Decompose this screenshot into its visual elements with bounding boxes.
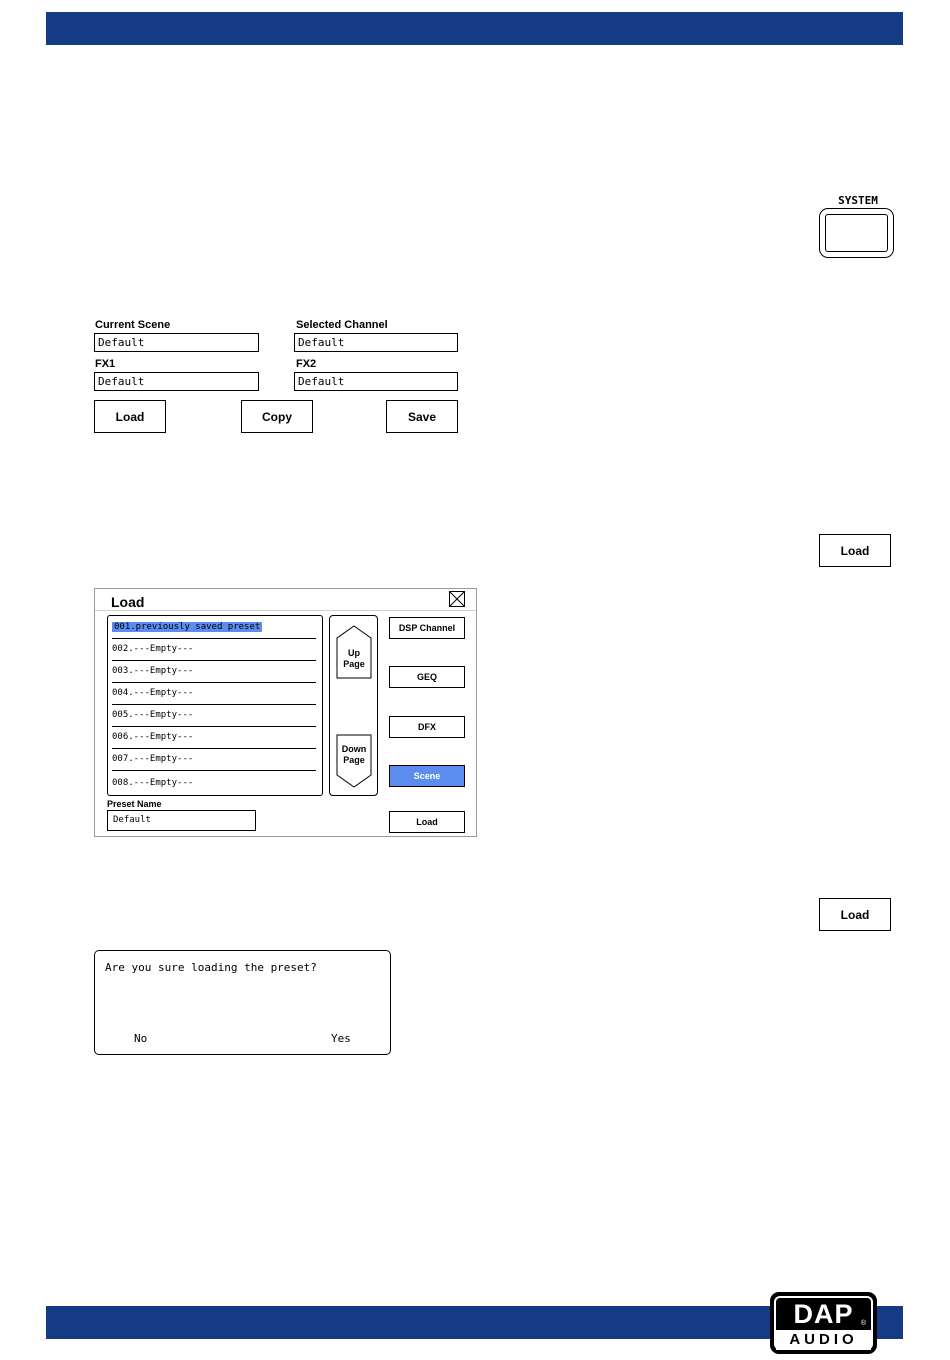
preset-name: 008.---Empty--- [112, 778, 194, 788]
fx1-field: Default [94, 372, 259, 391]
confirm-question: Are you sure loading the preset? [105, 961, 317, 974]
header-bar [46, 12, 903, 45]
preset-name: 004.---Empty--- [112, 688, 194, 698]
tab-scene[interactable]: Scene [389, 765, 465, 787]
close-icon[interactable] [449, 591, 465, 607]
pager [329, 615, 378, 796]
load-dialog [94, 588, 477, 837]
down-page-label-2: Page [343, 755, 365, 765]
system-key-label: SYSTEM [838, 194, 878, 207]
preset-name: 007.---Empty--- [112, 754, 194, 764]
list-item[interactable] [112, 748, 316, 771]
preset-name: 003.---Empty--- [112, 666, 194, 676]
list-item[interactable] [112, 772, 316, 794]
side-load-button[interactable]: Load [819, 534, 891, 567]
load-dialog-header [95, 589, 476, 611]
preset-name: 006.---Empty--- [112, 732, 194, 742]
fx2-label: FX2 [296, 358, 317, 370]
current-scene-label: Current Scene [95, 319, 171, 331]
preset-name-field[interactable]: Default [107, 810, 256, 831]
down-page-button[interactable] [336, 734, 372, 788]
tab-dfx[interactable]: DFX [389, 716, 465, 738]
preset-list [107, 615, 323, 796]
logo-top-text: DAP [793, 1299, 854, 1329]
logo-registered: ® [860, 1320, 866, 1327]
fx1-label: FX1 [95, 358, 116, 370]
system-key-face [825, 214, 888, 252]
load-button[interactable]: Load [94, 400, 166, 433]
load-dialog-title: Load [111, 594, 145, 610]
dialog-load-button[interactable]: Load [389, 811, 465, 833]
side-load-button-2[interactable]: Load [819, 898, 891, 931]
preset-name-label: Preset Name [107, 799, 162, 809]
confirm-dialog [94, 950, 391, 1055]
up-page-button[interactable] [336, 625, 372, 679]
list-item[interactable] [112, 682, 316, 705]
up-page-label-2: Page [343, 659, 365, 669]
preset-name: 001.previously saved preset [114, 622, 261, 632]
list-item[interactable] [112, 638, 316, 661]
selected-channel-field: Default [294, 333, 458, 352]
list-item[interactable] [112, 726, 316, 749]
save-button[interactable]: Save [386, 400, 458, 433]
yes-button[interactable]: Yes [331, 1032, 351, 1045]
up-page-label-1: Up [348, 648, 360, 658]
no-button[interactable]: No [134, 1032, 148, 1045]
tab-geq[interactable]: GEQ [389, 666, 465, 688]
list-item[interactable] [112, 660, 316, 683]
preset-name: 005.---Empty--- [112, 710, 194, 720]
selected-channel-label: Selected Channel [296, 319, 388, 331]
system-key[interactable] [819, 208, 894, 258]
down-page-label-1: Down [341, 744, 367, 754]
logo-bottom-text: AUDIO [776, 1330, 871, 1350]
logo-frame [774, 1296, 873, 1350]
copy-button[interactable]: Copy [241, 400, 313, 433]
preset-name: 002.---Empty--- [112, 644, 194, 654]
dap-audio-logo [770, 1292, 877, 1354]
tab-dsp-channel[interactable]: DSP Channel [389, 617, 465, 639]
list-item[interactable] [112, 704, 316, 727]
current-scene-field: Default [94, 333, 259, 352]
fx2-field: Default [294, 372, 458, 391]
list-item[interactable] [112, 616, 316, 639]
